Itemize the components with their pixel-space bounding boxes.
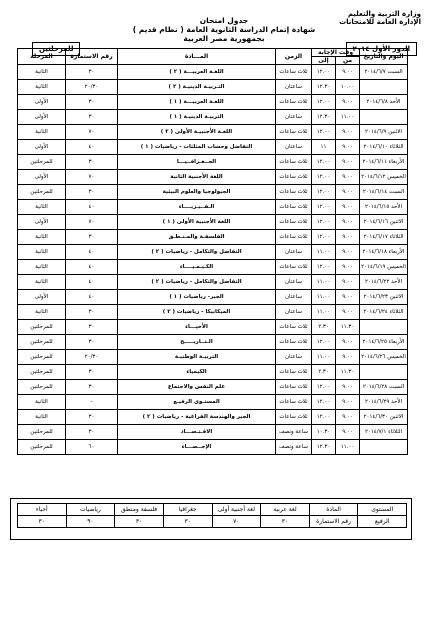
row-day-date: السبت ٢٠١٤/٦/٧ — [360, 65, 408, 80]
row-day-date: الثلاثاء ٢٠١٤/٦/١٠ — [360, 140, 408, 155]
table-row — [18, 155, 408, 170]
row-form-number: ٣٠ — [66, 410, 118, 425]
summary-level-label: المستوى — [358, 504, 407, 516]
row-duration: ثلاث ساعات — [276, 410, 312, 425]
row-day-date: السبت ٢٠١٤/٦/١٤ — [360, 185, 408, 200]
row-subject: الكيمياء — [118, 365, 276, 380]
row-to: ١٢.٠٠ — [312, 155, 336, 170]
row-stage: للمرحلتين — [18, 350, 66, 365]
row-form-number: ٣٠ — [66, 365, 118, 380]
row-from: ٩.٠٠ — [336, 305, 360, 320]
table-row — [18, 290, 408, 305]
row-subject: الفلسفـة والمـنـطـق — [118, 230, 276, 245]
summary-form-label: رقم الاستمارة — [309, 516, 358, 528]
row-from: ٩.٠٠ — [336, 245, 360, 260]
row-stage: للمرحلتين — [18, 425, 66, 440]
summary-form: ٩٠ — [66, 516, 115, 528]
row-subject: الإحــصـــاء — [118, 440, 276, 455]
summary-form: ٣٠ — [261, 516, 310, 528]
row-stage: الأولى — [18, 140, 66, 155]
row-duration: ثلاث ساعات — [276, 380, 312, 395]
row-stage: للمرحلتين — [18, 155, 66, 170]
row-stage: الثانية — [18, 410, 66, 425]
title-line-2: شهادة إتمام الدراسة الثانوية العامة ( نظام قديم ) — [132, 25, 316, 34]
row-day-date: الاثنين ٢٠١٤/٦/٣٠ — [360, 410, 408, 425]
row-subject: الجــغـرافــيـــا — [118, 155, 276, 170]
table-row — [18, 260, 408, 275]
row-to: ١١.٠٠ — [312, 275, 336, 290]
row-form-number: ٢٠/٣٠ — [66, 350, 118, 365]
table-row — [18, 95, 408, 110]
row-form-number: ٣٠ — [66, 230, 118, 245]
row-stage: الأولى — [18, 215, 66, 230]
row-form-number: ٣٠ — [66, 155, 118, 170]
row-from: ١١.٠٠ — [336, 440, 360, 455]
col-duration: الزمن — [276, 49, 312, 65]
row-form-number: ٣٠ — [66, 65, 118, 80]
row-duration: ساعة ونصف — [276, 440, 312, 455]
summary-form: ٧٠ — [212, 516, 261, 528]
table-row — [18, 395, 408, 410]
row-day-date: الأربعاء ٢٠١٤/٦/٢٥ — [360, 335, 408, 350]
title-line-3: بجمهورية مصر العربية — [183, 34, 265, 43]
table-row — [18, 185, 408, 200]
row-subject: علم النفس والاجتماع — [118, 380, 276, 395]
row-day-date — [360, 440, 408, 455]
table-row — [18, 335, 408, 350]
row-from: ٩.٠٠ — [336, 155, 360, 170]
row-day-date — [360, 110, 408, 125]
table-row — [18, 245, 408, 260]
row-from: ٩.٠٠ — [336, 290, 360, 305]
row-stage: للمرحلتين — [18, 365, 66, 380]
row-form-number: ٤٠ — [66, 275, 118, 290]
row-day-date: الأربعاء ٢٠١٤/٦/١٨ — [360, 245, 408, 260]
row-duration: ساعتان — [276, 80, 312, 95]
table-row — [18, 380, 408, 395]
row-form-number: - — [66, 395, 118, 410]
row-to: ١٢.٠٠ — [312, 200, 336, 215]
row-form-number: ٤٠ — [66, 260, 118, 275]
row-from: ٩.٠٠ — [336, 95, 360, 110]
row-day-date: الأحد ٢٠١٤/٦/١٥ — [360, 200, 408, 215]
row-subject: التـربيـة الدينيـة ( ٢ ) — [118, 80, 276, 95]
row-from: ١١.٣٠ — [336, 365, 360, 380]
session-label: الدور الأول ٢٠١٤ — [346, 42, 417, 56]
row-subject: الكـيـمـيــــاء — [118, 260, 276, 275]
row-subject: التفاضل والتكامل - رياضيات ( ٢ ) — [118, 245, 276, 260]
row-to: ١١.٠٠ — [312, 305, 336, 320]
row-from: ٩.٠٠ — [336, 215, 360, 230]
row-subject: التفاضل والتكامل - رياضيات ( ٢ ) — [118, 275, 276, 290]
row-from: ٩.٠٠ — [336, 125, 360, 140]
row-to: ١٢.٠٠ — [312, 65, 336, 80]
schedule-table — [17, 48, 408, 455]
row-subject: الأحيـــاء — [118, 320, 276, 335]
row-from: ٩.٠٠ — [336, 230, 360, 245]
row-stage: الثانية — [18, 65, 66, 80]
summary-form: ٣٠ — [115, 516, 164, 528]
row-form-number: ٣٠ — [66, 185, 118, 200]
row-to: ١٢.٠٠ — [312, 410, 336, 425]
row-subject: اللغة الأجنبية الثانية — [118, 170, 276, 185]
row-to: ١٠.٣٠ — [312, 425, 336, 440]
row-form-number: ٣٠ — [66, 425, 118, 440]
row-duration: ثلاث ساعات — [276, 230, 312, 245]
row-duration: ثلاث ساعات — [276, 215, 312, 230]
col-form-number: رقم الاستمارة — [66, 49, 118, 65]
row-form-number: ٦٠ — [66, 440, 118, 455]
row-stage: الثانية — [18, 200, 66, 215]
row-subject: التفاضل وحساب المثلثات - رياضيات ( ١ ) — [118, 140, 276, 155]
row-day-date: الاثنين ٢٠١٤/٦/٢٣ — [360, 290, 408, 305]
row-duration: ثلاث ساعات — [276, 260, 312, 275]
row-form-number: ٣٠ — [66, 110, 118, 125]
row-day-date — [360, 365, 408, 380]
row-subject: اللغـة الأجنبيـة الأولى ( ٢ ) — [118, 125, 276, 140]
row-duration: ساعتان — [276, 305, 312, 320]
row-to: ١٢.٠٠ — [312, 395, 336, 410]
row-from: ٩.٠٠ — [336, 65, 360, 80]
row-stage: الثانية — [18, 395, 66, 410]
row-day-date: الأربعاء ٢٠١٤/٦/١١ — [360, 155, 408, 170]
row-duration: ثلاث ساعات — [276, 185, 312, 200]
summary-level-value: الرفيع — [358, 516, 407, 528]
row-stage: الأولى — [18, 290, 66, 305]
row-form-number: ٢٠/٣٠ — [66, 80, 118, 95]
row-to: ١١ — [312, 140, 336, 155]
row-form-number: ٧٠ — [66, 125, 118, 140]
row-stage: الثانية — [18, 245, 66, 260]
row-stage: الثانية — [18, 275, 66, 290]
row-from: ٩.٠٠ — [336, 275, 360, 290]
row-form-number: ٤٠ — [66, 200, 118, 215]
row-from: ٩.٠٠ — [336, 140, 360, 155]
row-duration: ثلاث ساعات — [276, 365, 312, 380]
row-to: ١١.٠٠ — [312, 245, 336, 260]
row-duration: ثلاث ساعات — [276, 95, 312, 110]
table-row — [18, 215, 408, 230]
row-to: ١٢.٠٠ — [312, 95, 336, 110]
row-duration: ساعتان — [276, 110, 312, 125]
row-day-date: الخميس ٢٠١٤/٦/١٩ — [360, 260, 408, 275]
row-stage: الأولى — [18, 170, 66, 185]
row-stage: للمرحلتين — [18, 440, 66, 455]
row-form-number: ٣٠ — [66, 95, 118, 110]
row-day-date: الاثنين ٢٠١٤/٦/٩ — [360, 125, 408, 140]
row-day-date: الأحد ٢٠١٤/٦/٨ — [360, 95, 408, 110]
row-stage: الأولى — [18, 110, 66, 125]
col-from: من — [336, 57, 360, 65]
row-duration: ساعتان — [276, 275, 312, 290]
row-to: ١٢.٣٠ — [312, 110, 336, 125]
row-subject: المستـوى الرفيـع — [118, 395, 276, 410]
summary-subject: فلسفة ومنطق — [115, 504, 164, 516]
row-subject: الاقـتـصـــاد — [118, 425, 276, 440]
row-stage: الثانية — [18, 125, 66, 140]
row-from: ١١.٠٠ — [336, 110, 360, 125]
row-day-date — [360, 80, 408, 95]
row-subject: الـفــيـزيــــاء — [118, 200, 276, 215]
row-to: ١٢.٠٠ — [312, 260, 336, 275]
row-duration: ثلاث ساعات — [276, 155, 312, 170]
row-from: ٩.٠٠ — [336, 170, 360, 185]
row-duration: ساعتان — [276, 350, 312, 365]
summary-subject: لغة أجنبية أولى — [212, 504, 261, 516]
row-subject: التربيـة الوطنيـة — [118, 350, 276, 365]
row-from: ١١.٣٠ — [336, 320, 360, 335]
summary-subject: رياضيات — [66, 504, 115, 516]
row-duration: ساعة ونصف — [276, 425, 312, 440]
row-subject: اللغـة العربيـــة ( ١ ) — [118, 95, 276, 110]
row-form-number: ٣٠ — [66, 305, 118, 320]
row-duration: ثلاث ساعات — [276, 200, 312, 215]
table-row — [18, 305, 408, 320]
table-row — [18, 170, 408, 185]
col-subject: المـــادة — [118, 49, 276, 65]
row-duration: ساعتان — [276, 290, 312, 305]
row-from: ٩.٠٠ — [336, 185, 360, 200]
row-from: ٩.٠٠ — [336, 425, 360, 440]
summary-form: ٣٠ — [18, 516, 67, 528]
row-stage: الثانية — [18, 230, 66, 245]
table-row — [18, 440, 408, 455]
summary-form: ٣٠ — [163, 516, 212, 528]
row-to: ١٢.٠٠ — [312, 380, 336, 395]
row-day-date: السبت ٢٠١٤/٦/٢٨ — [360, 380, 408, 395]
row-form-number: ٧٠ — [66, 215, 118, 230]
table-row — [18, 65, 408, 80]
table-row — [18, 200, 408, 215]
row-duration: ثلاث ساعات — [276, 170, 312, 185]
row-to: ١٢.٠٠ — [312, 230, 336, 245]
row-subject: التربيـة الدينيـة ( ١ ) — [118, 110, 276, 125]
row-to: ١٢.٣٠ — [312, 440, 336, 455]
row-duration: ساعتان — [276, 140, 312, 155]
row-to: ١٢.٠٠ — [312, 125, 336, 140]
row-to: ٢.٣٠ — [312, 320, 336, 335]
row-stage: للمرحلتين — [18, 185, 66, 200]
row-day-date: الثلاثاء ٢٠١٤/٦/٢٤ — [360, 305, 408, 320]
row-form-number: ٤٠ — [66, 140, 118, 155]
col-day-date: اليوم والتاريخ — [360, 49, 408, 65]
row-from: ٩.٠٠ — [336, 200, 360, 215]
table-row — [18, 365, 408, 380]
row-to: ١٢.٠٠ — [312, 335, 336, 350]
table-row — [18, 425, 408, 440]
row-form-number: ٣٠ — [66, 380, 118, 395]
row-subject: اللغة الأجنبية الأولى ( ١ ) — [118, 215, 276, 230]
document-title — [104, 16, 344, 43]
row-duration: ثلاث ساعات — [276, 335, 312, 350]
row-duration: ثلاث ساعات — [276, 395, 312, 410]
row-form-number: ٤٠ — [66, 245, 118, 260]
row-subject: اللغـة العربيـــة ( ٢ ) — [118, 65, 276, 80]
row-day-date — [360, 320, 408, 335]
col-answer-time: وقت الإجابة — [312, 49, 360, 57]
row-duration: ساعتان — [276, 245, 312, 260]
table-row — [18, 125, 408, 140]
ministry-name: وزارة التربية والتعليم — [347, 10, 421, 18]
col-stage: المرحلة — [18, 49, 66, 65]
row-duration: ثلاث ساعات — [276, 320, 312, 335]
table-row — [18, 80, 408, 95]
row-from: ٩.٠٠ — [336, 395, 360, 410]
table-row — [18, 320, 408, 335]
row-subject: الميكانيكا - رياضيات ( ٢ ) — [118, 305, 276, 320]
row-to: ١١.٠٠ — [312, 290, 336, 305]
table-row — [18, 140, 408, 155]
ministry-header — [339, 10, 421, 26]
row-day-date: الخميس ٢٠١٤/٦/١٢ — [360, 170, 408, 185]
col-to: إلى — [312, 57, 336, 65]
department-name: الإدارة العامة للامتحانات — [339, 18, 421, 26]
row-subject: الجبر والهندسة الفراغية - رياضيات ( ٢ ) — [118, 410, 276, 425]
row-from: ٩.٠٠ — [336, 410, 360, 425]
row-stage: للمرحلتين — [18, 320, 66, 335]
row-to: ١٢.٠٠ — [312, 185, 336, 200]
row-form-number: ٣٠ — [66, 320, 118, 335]
row-stage: الثانية — [18, 260, 66, 275]
row-stage: للمرحلتين — [18, 380, 66, 395]
row-subject: الجبر- رياضيات ( ١ ) — [118, 290, 276, 305]
row-from: ٩.٠٠ — [336, 350, 360, 365]
row-day-date: الخميس ٢٠١٤/٦/٢٦ — [360, 350, 408, 365]
summary-subject-label: المادة — [309, 504, 358, 516]
row-day-date: الأحد ٢٠١٤/٦/٢٩ — [360, 395, 408, 410]
row-to: ٢.٣٠ — [312, 365, 336, 380]
row-form-number: ٧٠ — [66, 170, 118, 185]
row-subject: الـتــاريـــــخ — [118, 335, 276, 350]
table-row — [18, 350, 408, 365]
row-form-number: ٣٠ — [66, 335, 118, 350]
row-from: ٩.٠٠ — [336, 380, 360, 395]
row-to: ١٢.٠٠ — [312, 170, 336, 185]
table-row — [18, 230, 408, 245]
summary-table — [17, 503, 407, 528]
row-to: ١١.٠٠ — [312, 350, 336, 365]
row-duration: ثلاث ساعات — [276, 125, 312, 140]
title-line-1: جدول امتحان — [199, 16, 249, 25]
row-day-date: الثلاثاء ٢٠١٤/٧/١ — [360, 425, 408, 440]
table-row — [18, 110, 408, 125]
row-stage: الثانية — [18, 80, 66, 95]
row-day-date: الاثنين ٢٠١٤/٦/١٦ — [360, 215, 408, 230]
summary-subject: جغرافيا — [163, 504, 212, 516]
row-to: ١٢.٠٠ — [312, 215, 336, 230]
row-from: ١٠.٠٠ — [336, 80, 360, 95]
row-day-date: الأحد ٢٠١٤/٦/٢٢ — [360, 275, 408, 290]
row-subject: الجيولوجيا والعلوم البيئية — [118, 185, 276, 200]
table-row — [18, 410, 408, 425]
row-stage: الثانية — [18, 305, 66, 320]
row-day-date: الثلاثاء ٢٠١٤/٦/١٧ — [360, 230, 408, 245]
row-from: ٩.٠٠ — [336, 260, 360, 275]
audience-label: للمرحلتين — [32, 42, 80, 56]
summary-subject: لغة عربية — [261, 504, 310, 516]
row-from: ٩.٠٠ — [336, 335, 360, 350]
row-stage: الأولى — [18, 95, 66, 110]
row-duration: ثلاث ساعات — [276, 65, 312, 80]
row-to: ١٢.٣٠ — [312, 80, 336, 95]
summary-subject: أحياء — [18, 504, 67, 516]
row-stage: للمرحلتين — [18, 335, 66, 350]
table-row — [18, 275, 408, 290]
row-form-number: ٤٠ — [66, 290, 118, 305]
